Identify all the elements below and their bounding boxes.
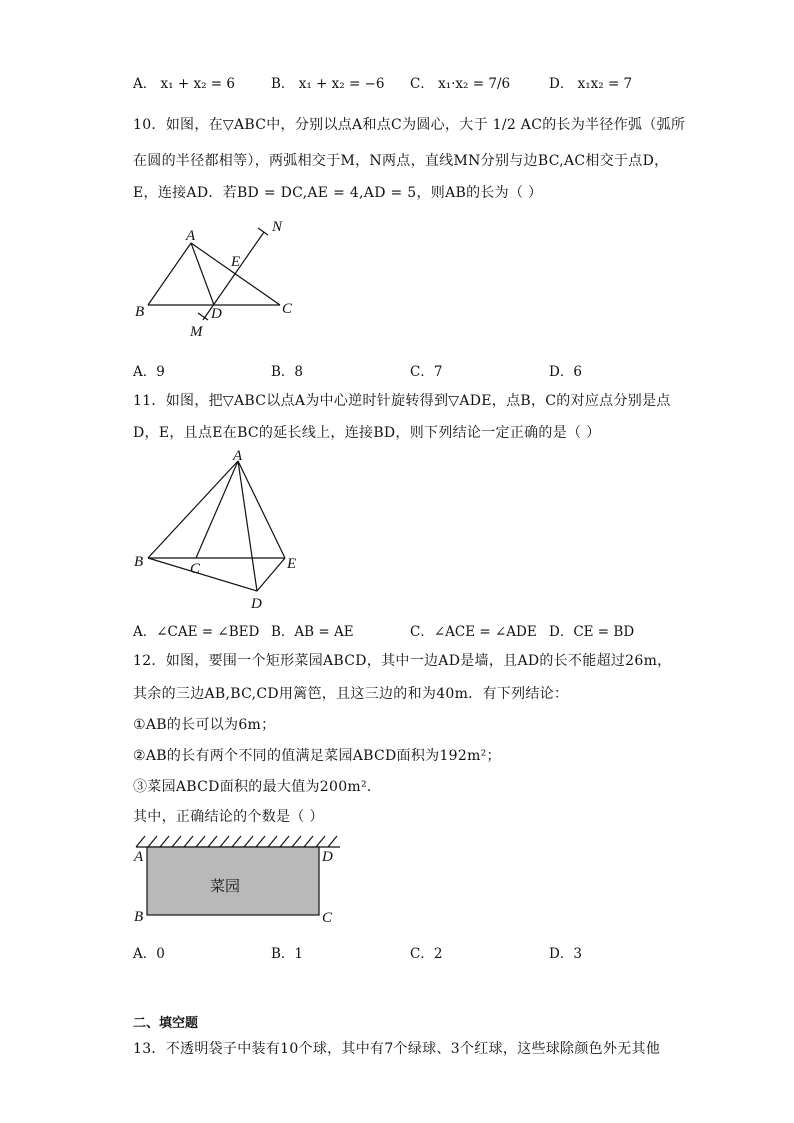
q10-label-b: B <box>135 304 145 320</box>
q12-line-4: ②AB的长有两个不同的值满足菜园ABCD面积为192m²； <box>133 748 501 764</box>
q11-option-a: A．∠CAE = ∠BED <box>133 624 260 640</box>
q12-option-d: D．3 <box>549 946 582 962</box>
q10-line-3: E，连接AD．若BD = DC,AE = 4,AD = 5，则AB的长为（ ） <box>133 185 543 201</box>
q12-line-3: ①AB的长可以为6m； <box>133 717 276 733</box>
q9-option-a: A． x₁ + x₂ = 6 <box>133 76 235 92</box>
q11-line-2: D，E，且点E在BC的延长线上，连接BD，则下列结论一定正确的是（ ） <box>133 425 601 441</box>
q10-label-c: C <box>282 301 293 317</box>
q11-line-1: 11．如图，把▽ABC以点A为中心逆时针旋转得到▽ADE，点B，C的对应点分别是点 <box>133 393 671 409</box>
q13-line-1: 13．不透明袋子中装有10个球，其中有7个绿球、3个红球，这些球除颜色外无其他 <box>133 1041 661 1057</box>
q10-option-c: C．7 <box>410 364 443 380</box>
q10-label-m: M <box>190 324 203 340</box>
q10-label-d: D <box>211 306 222 322</box>
q10-line-2: 在圆的半径都相等），两弧相交于M，N两点，直线MN分别与边BC,AC相交于点D， <box>133 153 669 169</box>
q11-label-a: A <box>233 448 243 464</box>
q10-option-b: B．8 <box>271 364 304 380</box>
q12-line-6: 其中，正确结论的个数是（ ） <box>133 809 324 825</box>
q11-option-d: D．CE = BD <box>549 624 635 640</box>
q12-label-a: A <box>134 849 144 865</box>
q11-label-b: B <box>134 554 144 570</box>
q11-label-d: D <box>251 596 262 612</box>
q10-option-d: D．6 <box>549 364 582 380</box>
garden-label: 菜园 <box>210 877 241 895</box>
q12-line-1: 12．如图，要围一个矩形菜园ABCD，其中一边AD是墙，且AD的长不能超过26m， <box>133 653 672 669</box>
q12-line-2: 其余的三边AB,BC,CD用篱笆，且这三边的和为40m．有下列结论： <box>133 686 569 702</box>
q12-label-b: B <box>134 909 144 925</box>
section-title: 二、填空题 <box>133 1016 199 1031</box>
q11-label-e: E <box>287 556 297 572</box>
q10-line-1: 10．如图，在▽ABC中，分别以点A和点C为圆心，大于 1/2 AC的长为半径作弧（弧所 <box>133 117 686 133</box>
q10-label-a: A <box>186 228 196 244</box>
q12-option-c: C．2 <box>410 946 443 962</box>
q12-label-d: D <box>322 849 333 865</box>
q11-label-c: C <box>190 561 201 577</box>
q9-option-b: B． x₁ + x₂ = −6 <box>271 76 385 92</box>
q10-label-e: E <box>231 254 241 270</box>
q9-option-d: D． x₁x₂ = 7 <box>549 76 633 92</box>
q11-option-b: B．AB = AE <box>271 624 354 640</box>
q10-label-n: N <box>272 219 283 235</box>
q12-option-b: B．1 <box>271 946 304 962</box>
q9-option-c: C． x₁·x₂ = 7/6 <box>410 76 511 92</box>
q12-label-c: C <box>322 910 333 926</box>
q12-line-5: ③菜园ABCD面积的最大值为200m²． <box>133 779 382 795</box>
q10-option-a: A．9 <box>133 364 165 380</box>
q11-option-c: C．∠ACE = ∠ADE <box>410 624 537 640</box>
q12-option-a: A．0 <box>133 946 165 962</box>
